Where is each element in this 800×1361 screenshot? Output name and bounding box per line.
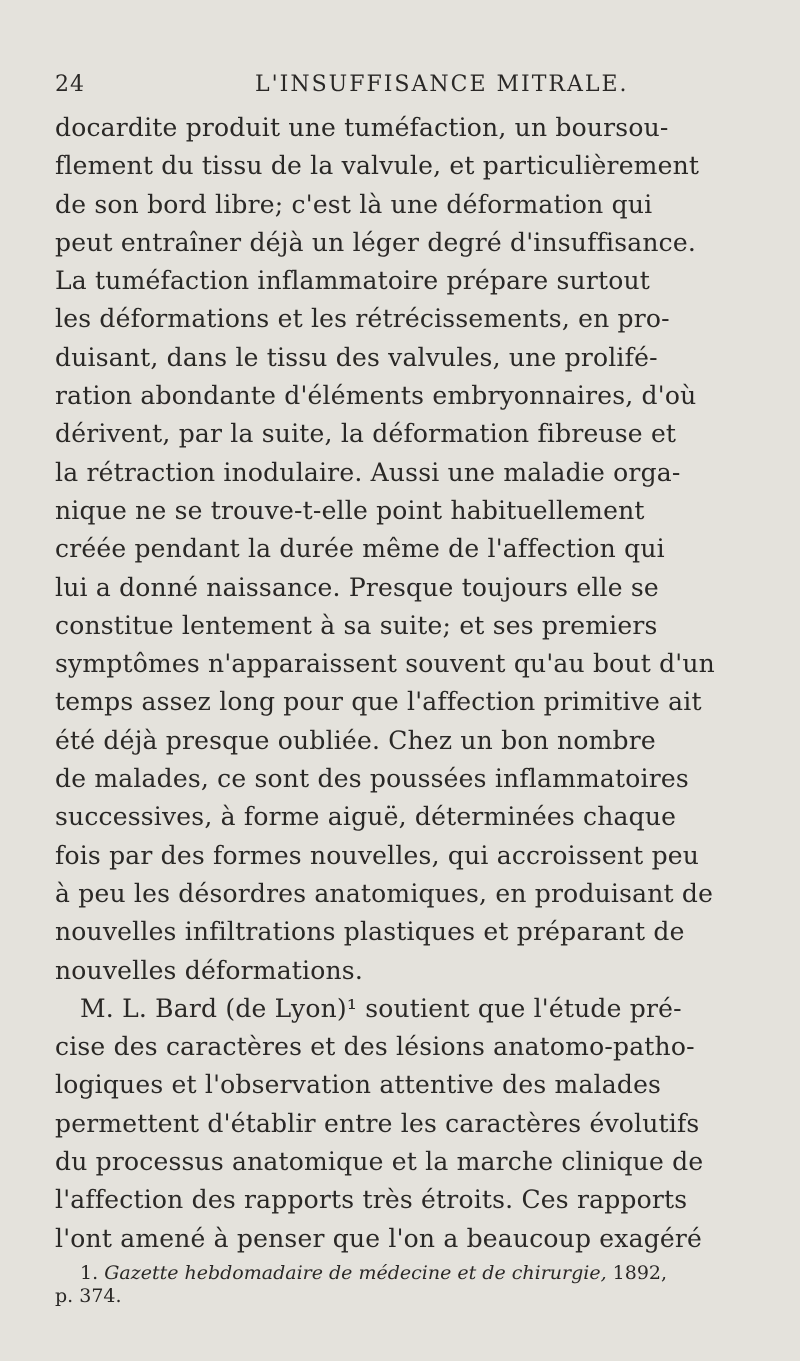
footnote-line — [55, 1262, 767, 1285]
text-line-paragraph-start: M. L. Bard (de Lyon)¹ soutient que l'étude pré- — [80, 993, 682, 1023]
body-text — [55, 109, 767, 1258]
page-number: 24 — [55, 72, 85, 97]
text-line: fois par des formes nouvelles, qui accroissent peu — [55, 840, 700, 870]
text-line: nouvelles déformations. — [55, 955, 363, 985]
text-line: l'affection des rapports très étroits. Ces rapports — [55, 1185, 688, 1215]
text-line: dérivent, par la suite, la déformation fibreuse et — [55, 419, 677, 449]
footnote-mark: 1. — [80, 1262, 99, 1284]
text-line: peut entraîner déjà un léger degré d'insuffisance. — [55, 227, 696, 257]
footnote-year: 1892, — [612, 1262, 668, 1284]
text-line: temps assez long pour que l'affection primitive ait — [55, 687, 702, 717]
footnote-page-ref: p. 374. — [55, 1285, 122, 1307]
text-line: l'ont amené à penser que l'on a beaucoup exagéré — [55, 1223, 703, 1253]
text-line: les déformations et les rétrécissements, en pro- — [55, 304, 670, 334]
text-line: logiques et l'observation attentive des malades — [55, 1070, 662, 1100]
text-line: symptômes n'apparaissent souvent qu'au bout d'un — [55, 649, 715, 679]
text-line: été déjà presque oubliée. Chez un bon nombre — [55, 725, 656, 755]
text-line: constitue lentement à sa suite; et ses premiers — [55, 610, 658, 640]
text-line: lui a donné naissance. Presque toujours elle se — [55, 572, 659, 602]
text-line: la rétraction inodulaire. Aussi une maladie orga- — [55, 457, 681, 487]
text-line: nouvelles infiltrations plastiques et préparant de — [55, 917, 685, 947]
text-line: duisant, dans le tissu des valvules, une prolifé- — [55, 342, 658, 372]
text-line: de son bord libre; c'est là une déformation qui — [55, 189, 653, 219]
text-line: à peu les désordres anatomiques, en produisant de — [55, 878, 714, 908]
text-line: flement du tissu de la valvule, et particulièrement — [55, 151, 700, 181]
text-line: permettent d'établir entre les caractères évolutifs — [55, 1108, 700, 1138]
text-line: La tuméfaction inflammatoire prépare surtout — [55, 266, 651, 296]
text-line: créée pendant la durée même de l'affection qui — [55, 534, 665, 564]
text-line: docardite produit une tuméfaction, un boursou- — [55, 113, 669, 142]
text-line: de malades, ce sont des poussées inflammatoires — [55, 764, 689, 794]
text-line: ration abondante d'éléments embryonnaires, d'où — [55, 381, 697, 411]
text-line: nique ne se trouve-t-elle point habituellement — [55, 495, 645, 525]
footnote — [55, 1262, 767, 1308]
text-line: du processus anatomique et la marche clinique de — [55, 1147, 704, 1177]
text-line: successives, à forme aiguë, déterminées chaque — [55, 802, 677, 832]
running-head: L'INSUFFISANCE MITRALE. — [255, 72, 629, 97]
page-header — [55, 72, 755, 106]
footnote-source: Gazette hebdomadaire de médecine et de chirurgie, — [104, 1262, 607, 1284]
text-line: cise des caractères et des lésions anatomo-patho- — [55, 1032, 695, 1062]
